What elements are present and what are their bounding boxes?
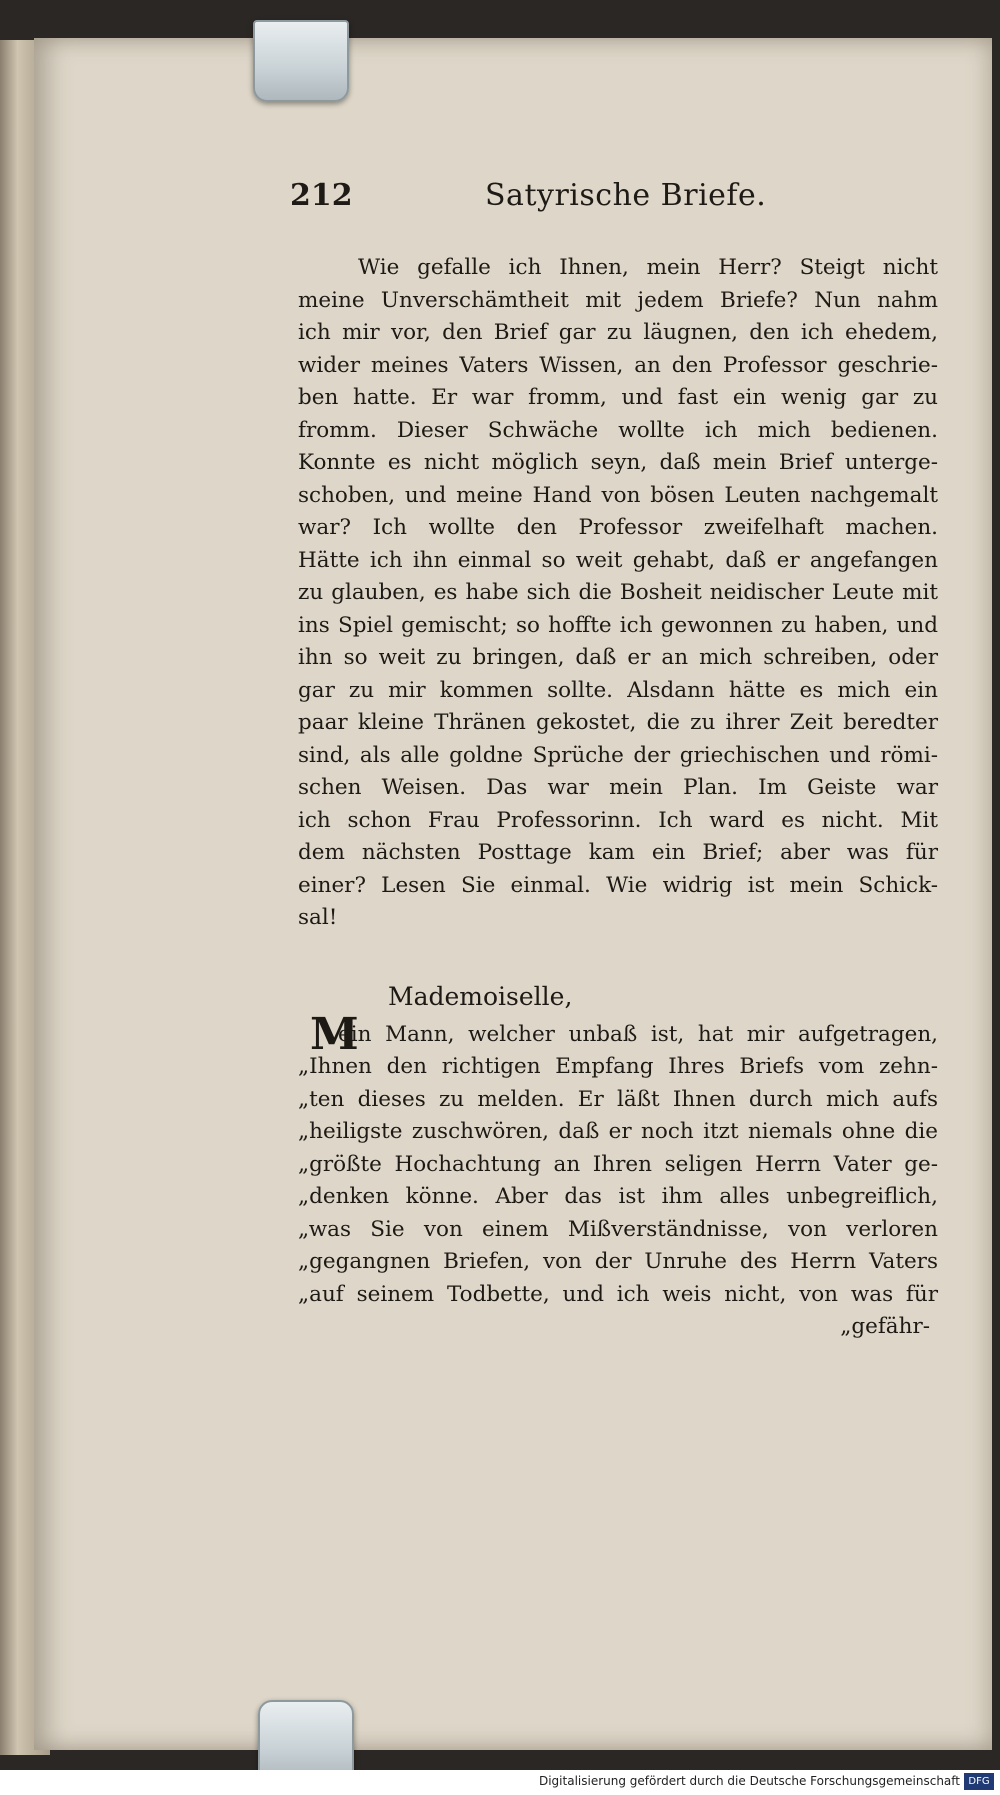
- text-line: gar zu mir kommen sollte. Alsdann hätte es mich ein: [298, 677, 938, 703]
- page-clip-top: [253, 20, 349, 102]
- letter-line: „größte Hochachtung an Ihren seligen Herrn Vater ge-: [298, 1151, 938, 1177]
- dfg-logo[interactable]: DFG: [964, 1773, 994, 1790]
- running-title: Satyrische Briefe.: [485, 178, 767, 213]
- page-number: 212: [290, 178, 353, 213]
- text-line: ich mir vor, den Brief gar zu läugnen, den ich ehedem,: [298, 320, 938, 345]
- paragraph-gap: [298, 935, 938, 975]
- text-line: sal!: [298, 905, 338, 930]
- text-line: zu glauben, es habe sich die Bosheit neidischer Leute mit: [298, 580, 938, 605]
- text-line: meine Unverschämtheit mit jedem Briefe? Nun nahm: [298, 287, 938, 313]
- text-line: sind, als alle goldne Sprüche der griechischen und römi-: [298, 742, 938, 768]
- text-line: Konnte es nicht möglich seyn, daß mein Brief unterge-: [298, 450, 938, 475]
- letter-first-line: [298, 1008, 938, 1060]
- text-line: ins Spiel gemischt; so hoffte ich gewonnen zu haben, und: [298, 612, 938, 638]
- footer-bar: [0, 1770, 1000, 1795]
- letter-line: „ten dieses zu melden. Er läßt Ihnen durch mich aufs: [298, 1086, 938, 1112]
- digitization-note: Digitalisierung gefördert durch die Deutsche Forschungsgemeinschaft: [538, 1774, 960, 1788]
- drop-cap: M: [310, 1008, 359, 1060]
- letter-line: „was Sie von einem Mißverständnisse, von verloren: [298, 1216, 938, 1242]
- letter-line: „heiligste zuschwören, daß er noch itzt niemals ohne die: [298, 1119, 938, 1144]
- text-line: dem nächsten Posttage kam ein Brief; aber was für: [298, 840, 938, 865]
- text-line: Wie gefalle ich Ihnen, mein Herr? Steigt nicht: [358, 255, 938, 280]
- text-line: schen Weisen. Das war mein Plan. Im Geiste war: [298, 775, 938, 800]
- text-line: ben hatte. Er war fromm, und fast ein wenig gar zu: [298, 385, 938, 410]
- text-line: fromm. Dieser Schwäche wollte ich mich bedienen.: [298, 417, 938, 443]
- letter-salutation: Mademoiselle,: [388, 981, 573, 1011]
- text-line: ich schon Frau Professorinn. Ich ward es nicht. Mit: [298, 807, 938, 833]
- text-line: ihn so weit zu bringen, daß er an mich schreiben, oder: [298, 645, 938, 670]
- text-line: Hätte ich ihn einmal so weit gehabt, daß er angefangen: [298, 547, 938, 573]
- text-line: wider meines Vaters Wissen, an den Professor geschrie-: [298, 352, 938, 378]
- text-line: einer? Lesen Sie einmal. Wie widrig ist mein Schick-: [298, 872, 938, 898]
- text-line: schoben, und meine Hand von bösen Leuten nachgemalt: [298, 482, 938, 508]
- text-line: war? Ich wollte den Professor zweifelhaft machen.: [298, 515, 938, 540]
- letter-line: „auf seinem Todbette, und ich weis nicht, von was für: [298, 1281, 938, 1307]
- letter-first-line-text: ein Mann, welcher unbaß ist, hat mir aufgetragen,: [338, 1021, 938, 1047]
- letter-line: „Ihnen den richtigen Empfang Ihres Briefs vom zehn-: [298, 1054, 938, 1079]
- text-block: [298, 252, 938, 1344]
- page-header: [290, 178, 930, 228]
- letter-line: „denken könne. Aber das ist ihm alles unbegreiflich,: [298, 1184, 938, 1209]
- text-line: paar kleine Thränen gekostet, die zu ihrer Zeit beredter: [298, 710, 938, 735]
- catchword: „gefähr-: [840, 1314, 930, 1339]
- letter-line: „gegangnen Briefen, von der Unruhe des Herrn Vaters: [298, 1249, 938, 1274]
